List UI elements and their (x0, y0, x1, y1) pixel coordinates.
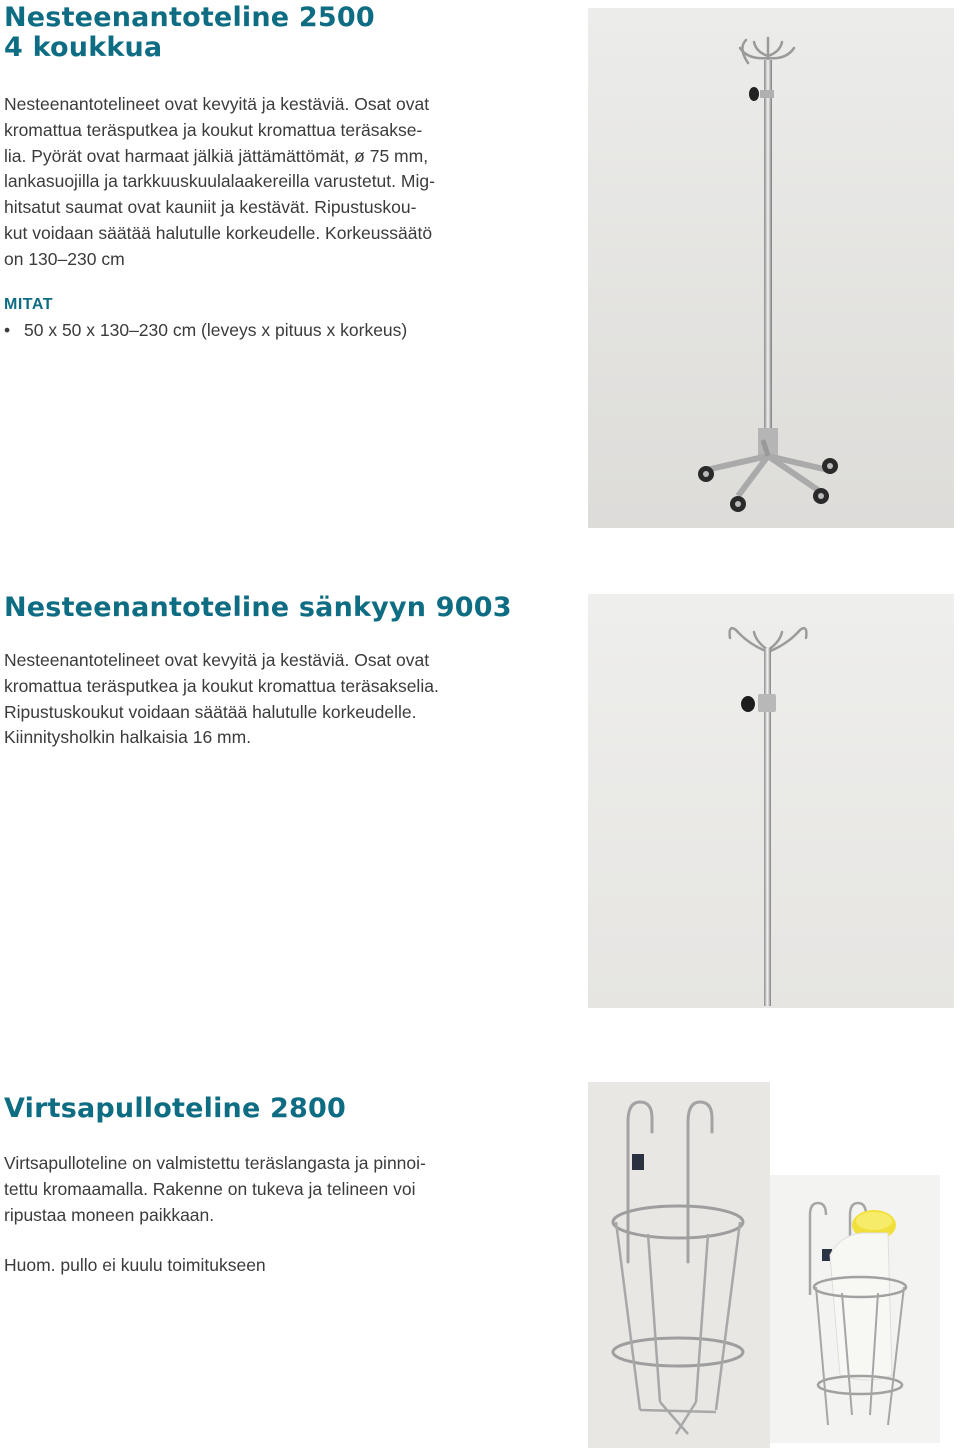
bottle-holder-photo (588, 1082, 770, 1448)
section2-description (4, 648, 439, 751)
section1-line: lankasuojilla ja tarkkuuskuulalaakereilla varustetut. Mig- (4, 171, 435, 192)
iv-stand-9003-photo (588, 594, 954, 1008)
section3-description (4, 1151, 426, 1228)
bottle-holder-with-bottle-photo (770, 1175, 940, 1443)
dimensions-item (4, 320, 407, 341)
section1-line: hitsatut saumat ovat kauniit ja kestävät. Ripustuskou- (4, 197, 417, 218)
section1-line: kut voidaan säätää halutulle korkeudelle. Korkeussäätö (4, 222, 433, 243)
section1-title-line2: 4 koukkua (4, 32, 163, 63)
section2-line: kromattua teräsputkea ja koukut kromattua teräsakselia. (4, 675, 439, 696)
dimensions-heading: MITAT (4, 296, 53, 313)
bullet-icon: • (4, 320, 11, 340)
section2-line: Kiinnitysholkin halkaisia 16 mm. (4, 727, 252, 748)
section1-description (4, 92, 435, 273)
section1-line: kromattua teräsputkea ja koukut kromattua teräsakse- (4, 119, 423, 140)
section3-line: Virtsapulloteline on valmistettu teräslangasta ja pinnoi- (4, 1153, 426, 1173)
section1-line: Nesteenantotelineet ovat kevyitä ja kestäviä. Osat ovat (4, 94, 430, 114)
section1-line: on 130–230 cm (4, 248, 125, 269)
iv-stand-2500-photo (588, 8, 954, 528)
dimensions-text: 50 x 50 x 130–230 cm (leveys x pituus x korkeus) (24, 320, 408, 340)
section3-line: ripustaa moneen paikkaan. (4, 1204, 215, 1225)
section1-title (4, 3, 375, 63)
section3-line: tettu kromaamalla. Rakenne on tukeva ja telineen voi (4, 1178, 416, 1199)
section2-title: Nesteenantoteline sänkyyn 9003 (4, 592, 512, 623)
section2-line: Ripustuskoukut voidaan säätää halutulle korkeudelle. (4, 701, 417, 722)
section1-title-line1: Nesteenantoteline 2500 (4, 2, 375, 33)
section2-line: Nesteenantotelineet ovat kevyitä ja kestäviä. Osat ovat (4, 650, 430, 670)
section3-note: Huom. pullo ei kuulu toimitukseen (4, 1255, 266, 1275)
section3-title: Virtsapulloteline 2800 (4, 1093, 347, 1124)
section1-line: lia. Pyörät ovat harmaat jälkiä jättämättömät, ø 75 mm, (4, 145, 429, 166)
